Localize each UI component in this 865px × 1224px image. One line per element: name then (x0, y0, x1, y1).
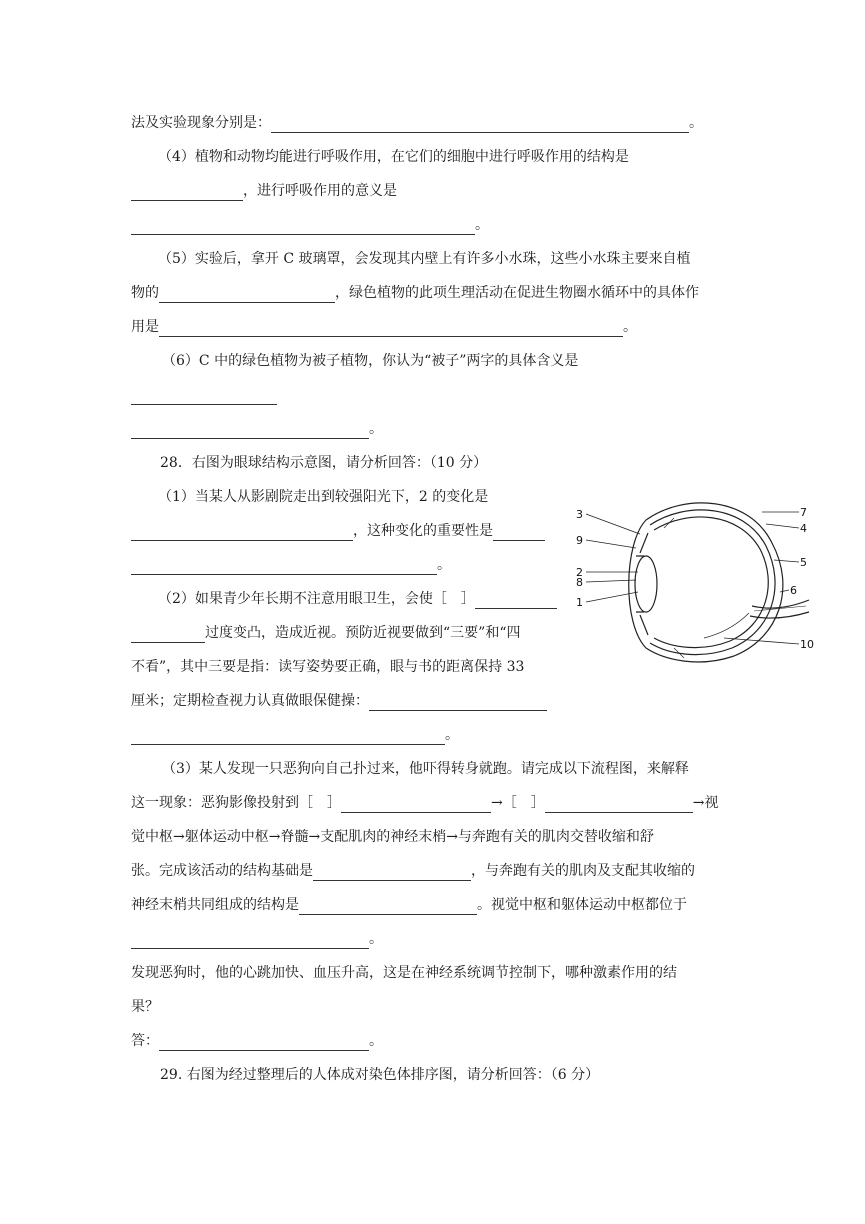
label-6: 6 (790, 584, 797, 597)
q28-p2-line2: 过度变凸，造成近视。预防近视要做到“三要”和“四 (131, 623, 520, 643)
q29-title: 29. 右图为经过整理后的人体成对染色体排序图，请分析回答：（6 分） (160, 1067, 600, 1083)
answer-blank[interactable] (131, 390, 277, 405)
q27-p5-line3: 用是 。 (131, 319, 637, 335)
q27-p4-line2: ，进行呼吸作用的意义是 (131, 181, 397, 201)
q27-p4-line1: （4）植物和动物均能进行呼吸作用，在它们的细胞中进行呼吸作用的结构是 (158, 149, 629, 165)
q28-p2-line1: （2）如果青少年长期不注意用眼卫生，会使［ ］ (158, 589, 557, 609)
q27-p5-line2: 物的 ，绿色植物的此项生理活动在促进生物圈水循环中的具体作 (131, 285, 699, 301)
answer-blank[interactable] (131, 560, 437, 575)
answer-blank[interactable] (131, 934, 369, 949)
label-7: 7 (800, 506, 807, 519)
answer-blank[interactable] (159, 1036, 369, 1051)
label-9: 9 (576, 534, 583, 547)
q28-p1-line3: 。 (131, 555, 451, 575)
answer-blank[interactable] (131, 526, 353, 541)
label-5: 5 (800, 556, 807, 569)
q28-p2-line3: 不看”，其中三要是指：读写姿势要正确，眼与书的距离保持 33 (131, 659, 525, 675)
answer-blank[interactable] (131, 186, 243, 201)
answer-blank[interactable] (159, 288, 335, 303)
answer-blank[interactable] (313, 866, 471, 881)
q28-p3-line2: 这一现象：恶狗影像投射到［ ］ →［ ］ →视 (131, 795, 719, 811)
answer-blank[interactable] (131, 220, 475, 235)
answer-blank[interactable] (271, 118, 689, 133)
q27-p6-line2 (131, 385, 277, 405)
q27-p5-line1: （5）实验后，拿开 C 玻璃罩，会发现其内壁上有许多小水珠，这些小水珠主要来自植 (158, 251, 691, 267)
eyeball-diagram (574, 488, 814, 668)
answer-blank[interactable] (131, 730, 445, 745)
q28-p3-line7: 发现恶狗时，他的心跳加快、血压升高，这是在神经系统调节控制下，哪种激素作用的结 (131, 965, 677, 981)
answer-blank[interactable] (493, 526, 545, 541)
q28-p2-line5: 。 (131, 725, 459, 745)
q28-p2-line4: 厘米；定期检查视力认真做眼保健操： (131, 691, 547, 711)
q28-p1-line2: ，这种变化的重要性是 (131, 521, 545, 541)
answer-blank[interactable] (131, 628, 205, 643)
q28-p3-line4: 张。完成该活动的结构基础是 ，与奔跑有关的肌肉及支配其收缩的 (131, 863, 695, 879)
q27-p6-line1: （6）C 中的绿色植物为被子植物，你认为“被子”两字的具体含义是 (162, 353, 579, 369)
q27-method-line: 法及实验现象分别是： 。 (131, 115, 703, 131)
q28-p1-line1: （1）当某人从影剧院走出到较强阳光下，2 的变化是 (158, 489, 489, 505)
q28-title: 28．右图为眼球结构示意图，请分析回答：（10 分） (160, 455, 488, 471)
eyeball-structure (629, 503, 809, 662)
q27-p6-line3: 。 (131, 419, 383, 439)
eyeball-leader-lines (586, 512, 799, 644)
label-1: 1 (576, 596, 583, 609)
label-4: 4 (800, 522, 807, 535)
answer-blank[interactable] (299, 900, 477, 915)
answer-blank[interactable] (131, 424, 369, 439)
label-2: 2 (576, 566, 583, 579)
q28-answer-line: 答： 。 (131, 1033, 383, 1049)
answer-blank[interactable] (369, 696, 547, 711)
q28-p3-line5: 神经末梢共同组成的结构是 。视觉中枢和躯体运动中枢都位于 (131, 897, 687, 913)
answer-blank[interactable] (475, 594, 557, 609)
answer-blank[interactable] (545, 798, 693, 813)
label-10: 10 (800, 638, 814, 651)
q28-p3-line6: 。 (131, 929, 383, 949)
q28-p3-line8: 果？ (131, 999, 159, 1015)
q27-p4-line3: 。 (131, 215, 489, 235)
q28-p3-line3: 觉中枢→躯体运动中枢→脊髓→支配肌肉的神经末梢→与奔跑有关的肌肉交替收缩和舒 (131, 829, 654, 845)
label-3: 3 (576, 508, 583, 521)
label-8: 8 (576, 576, 583, 589)
answer-blank[interactable] (341, 798, 491, 813)
answer-blank[interactable] (159, 322, 623, 337)
q28-p3-line1: （3）某人发现一只恶狗向自己扑过来，他吓得转身就跑。请完成以下流程图，来解释 (162, 761, 689, 777)
